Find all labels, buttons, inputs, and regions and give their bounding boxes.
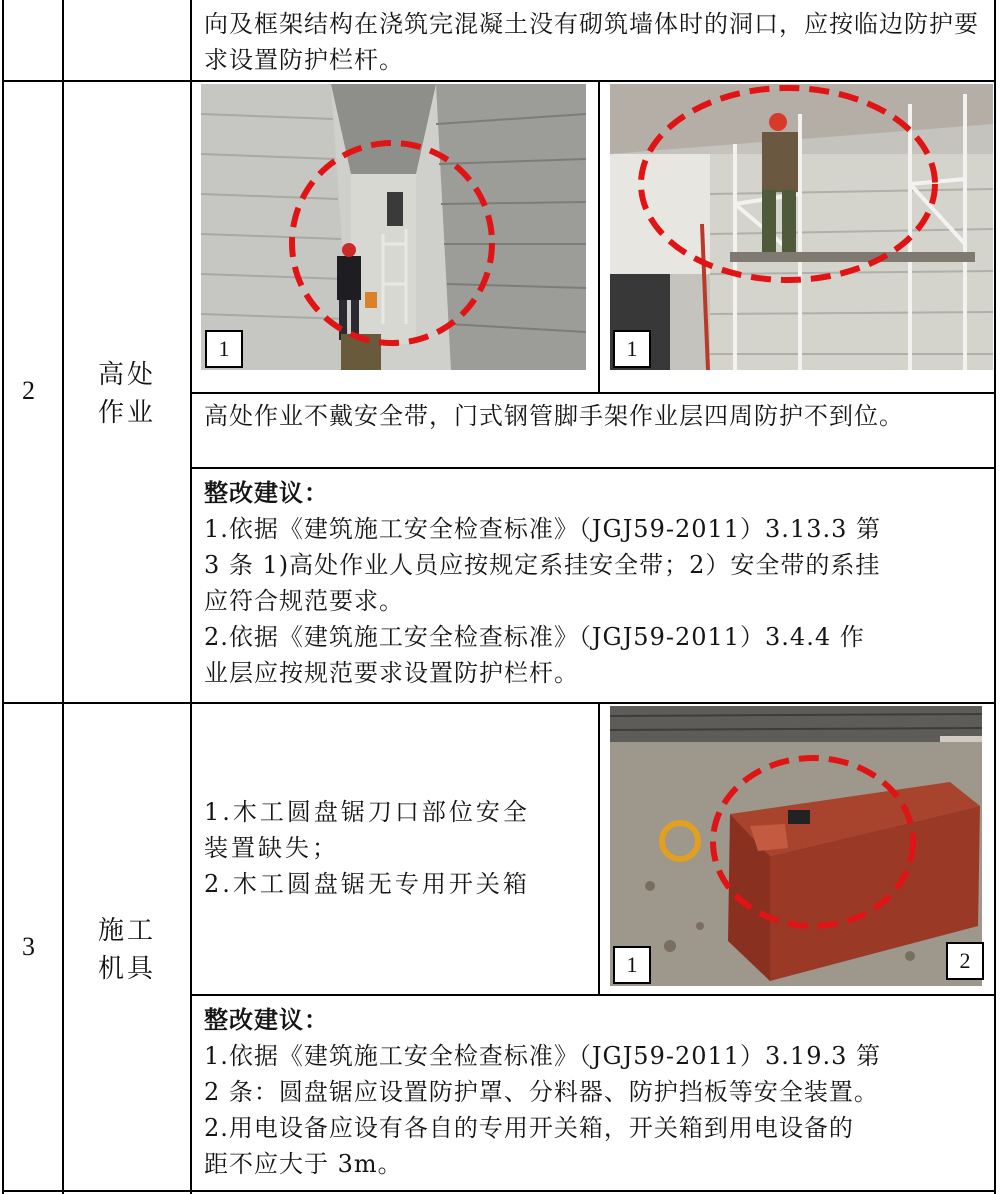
recommendation-line: 应符合规范要求。 [204, 587, 404, 615]
table-border-left [2, 0, 4, 1194]
recommendation-line: 3 条 1)高处作业人员应按规定系挂安全带；2）安全带的系挂 [204, 551, 881, 579]
issue-line: 装置缺失； [204, 834, 339, 862]
category-label [98, 912, 178, 988]
recommendation-line: 距不应大于 3m。 [204, 1150, 403, 1178]
recommendation-line: 1.依据《建筑施工安全检查标准》（JGJ59-2011）3.13.3 第 [204, 515, 882, 543]
row-divider-1 [2, 80, 996, 82]
recommendation-line: 1.依据《建筑施工安全检查标准》（JGJ59-2011）3.19.3 第 [204, 1042, 882, 1070]
recommendation-line: 2.依据《建筑施工安全检查标准》（JGJ59-2011）3.4.4 作 [204, 623, 865, 651]
category-label [98, 356, 178, 432]
category-line: 高处 [98, 360, 157, 390]
col-divider-2 [190, 0, 192, 1194]
site-photo-scaffold [610, 84, 993, 370]
sub-divider-r2-b [190, 467, 996, 469]
category-line: 机具 [98, 954, 157, 984]
recommendation-block [204, 475, 994, 691]
category-line: 施工 [98, 916, 157, 946]
issue-line: 1.木工圆盘锯刀口部位安全 [204, 798, 530, 826]
photo-badge: 1 [613, 330, 651, 368]
recommendation-title: 整改建议： [204, 1005, 329, 1034]
issue-description [204, 794, 596, 902]
table-border-bottom [2, 1190, 996, 1192]
recommendation-line: 2.用电设备应设有各自的专用开关箱，开关箱到用电设备的 [204, 1114, 854, 1142]
photo-badge: 1 [205, 330, 243, 368]
photo-col-divider-r3 [598, 702, 600, 996]
issue-description: 高处作业不戴安全带，门式钢管脚手架作业层四周防护不到位。 [204, 402, 904, 430]
photo-badge: 1 [613, 946, 651, 984]
continued-text: 向及框架结构在浇筑完混凝土没有砌筑墙体时的洞口，应按临边防护要求设置防护栏杆。 [204, 10, 979, 74]
recommendation-line: 业层应按规范要求设置防护栏杆。 [204, 659, 579, 687]
col-divider-1 [62, 0, 64, 1194]
sub-divider-r3 [190, 994, 996, 996]
sub-divider-r2-a [190, 392, 996, 394]
recommendation-title: 整改建议： [204, 478, 329, 507]
site-photo-corridor [201, 84, 586, 370]
recommendation-line: 2 条：圆盘锯应设置防护罩、分料器、防护挡板等安全装置。 [204, 1078, 879, 1106]
recommendation-block [204, 1002, 994, 1182]
photo-col-divider-r2 [598, 80, 600, 394]
category-line: 作业 [98, 398, 157, 428]
site-photo-circular-saw [610, 706, 982, 986]
row-number: 3 [22, 932, 35, 961]
issue-line: 2.木工圆盘锯无专用开关箱 [204, 870, 530, 898]
row-divider-2 [2, 702, 996, 704]
row-number: 2 [22, 376, 35, 405]
photo-badge: 2 [946, 942, 984, 980]
table-border-right [994, 0, 996, 1194]
